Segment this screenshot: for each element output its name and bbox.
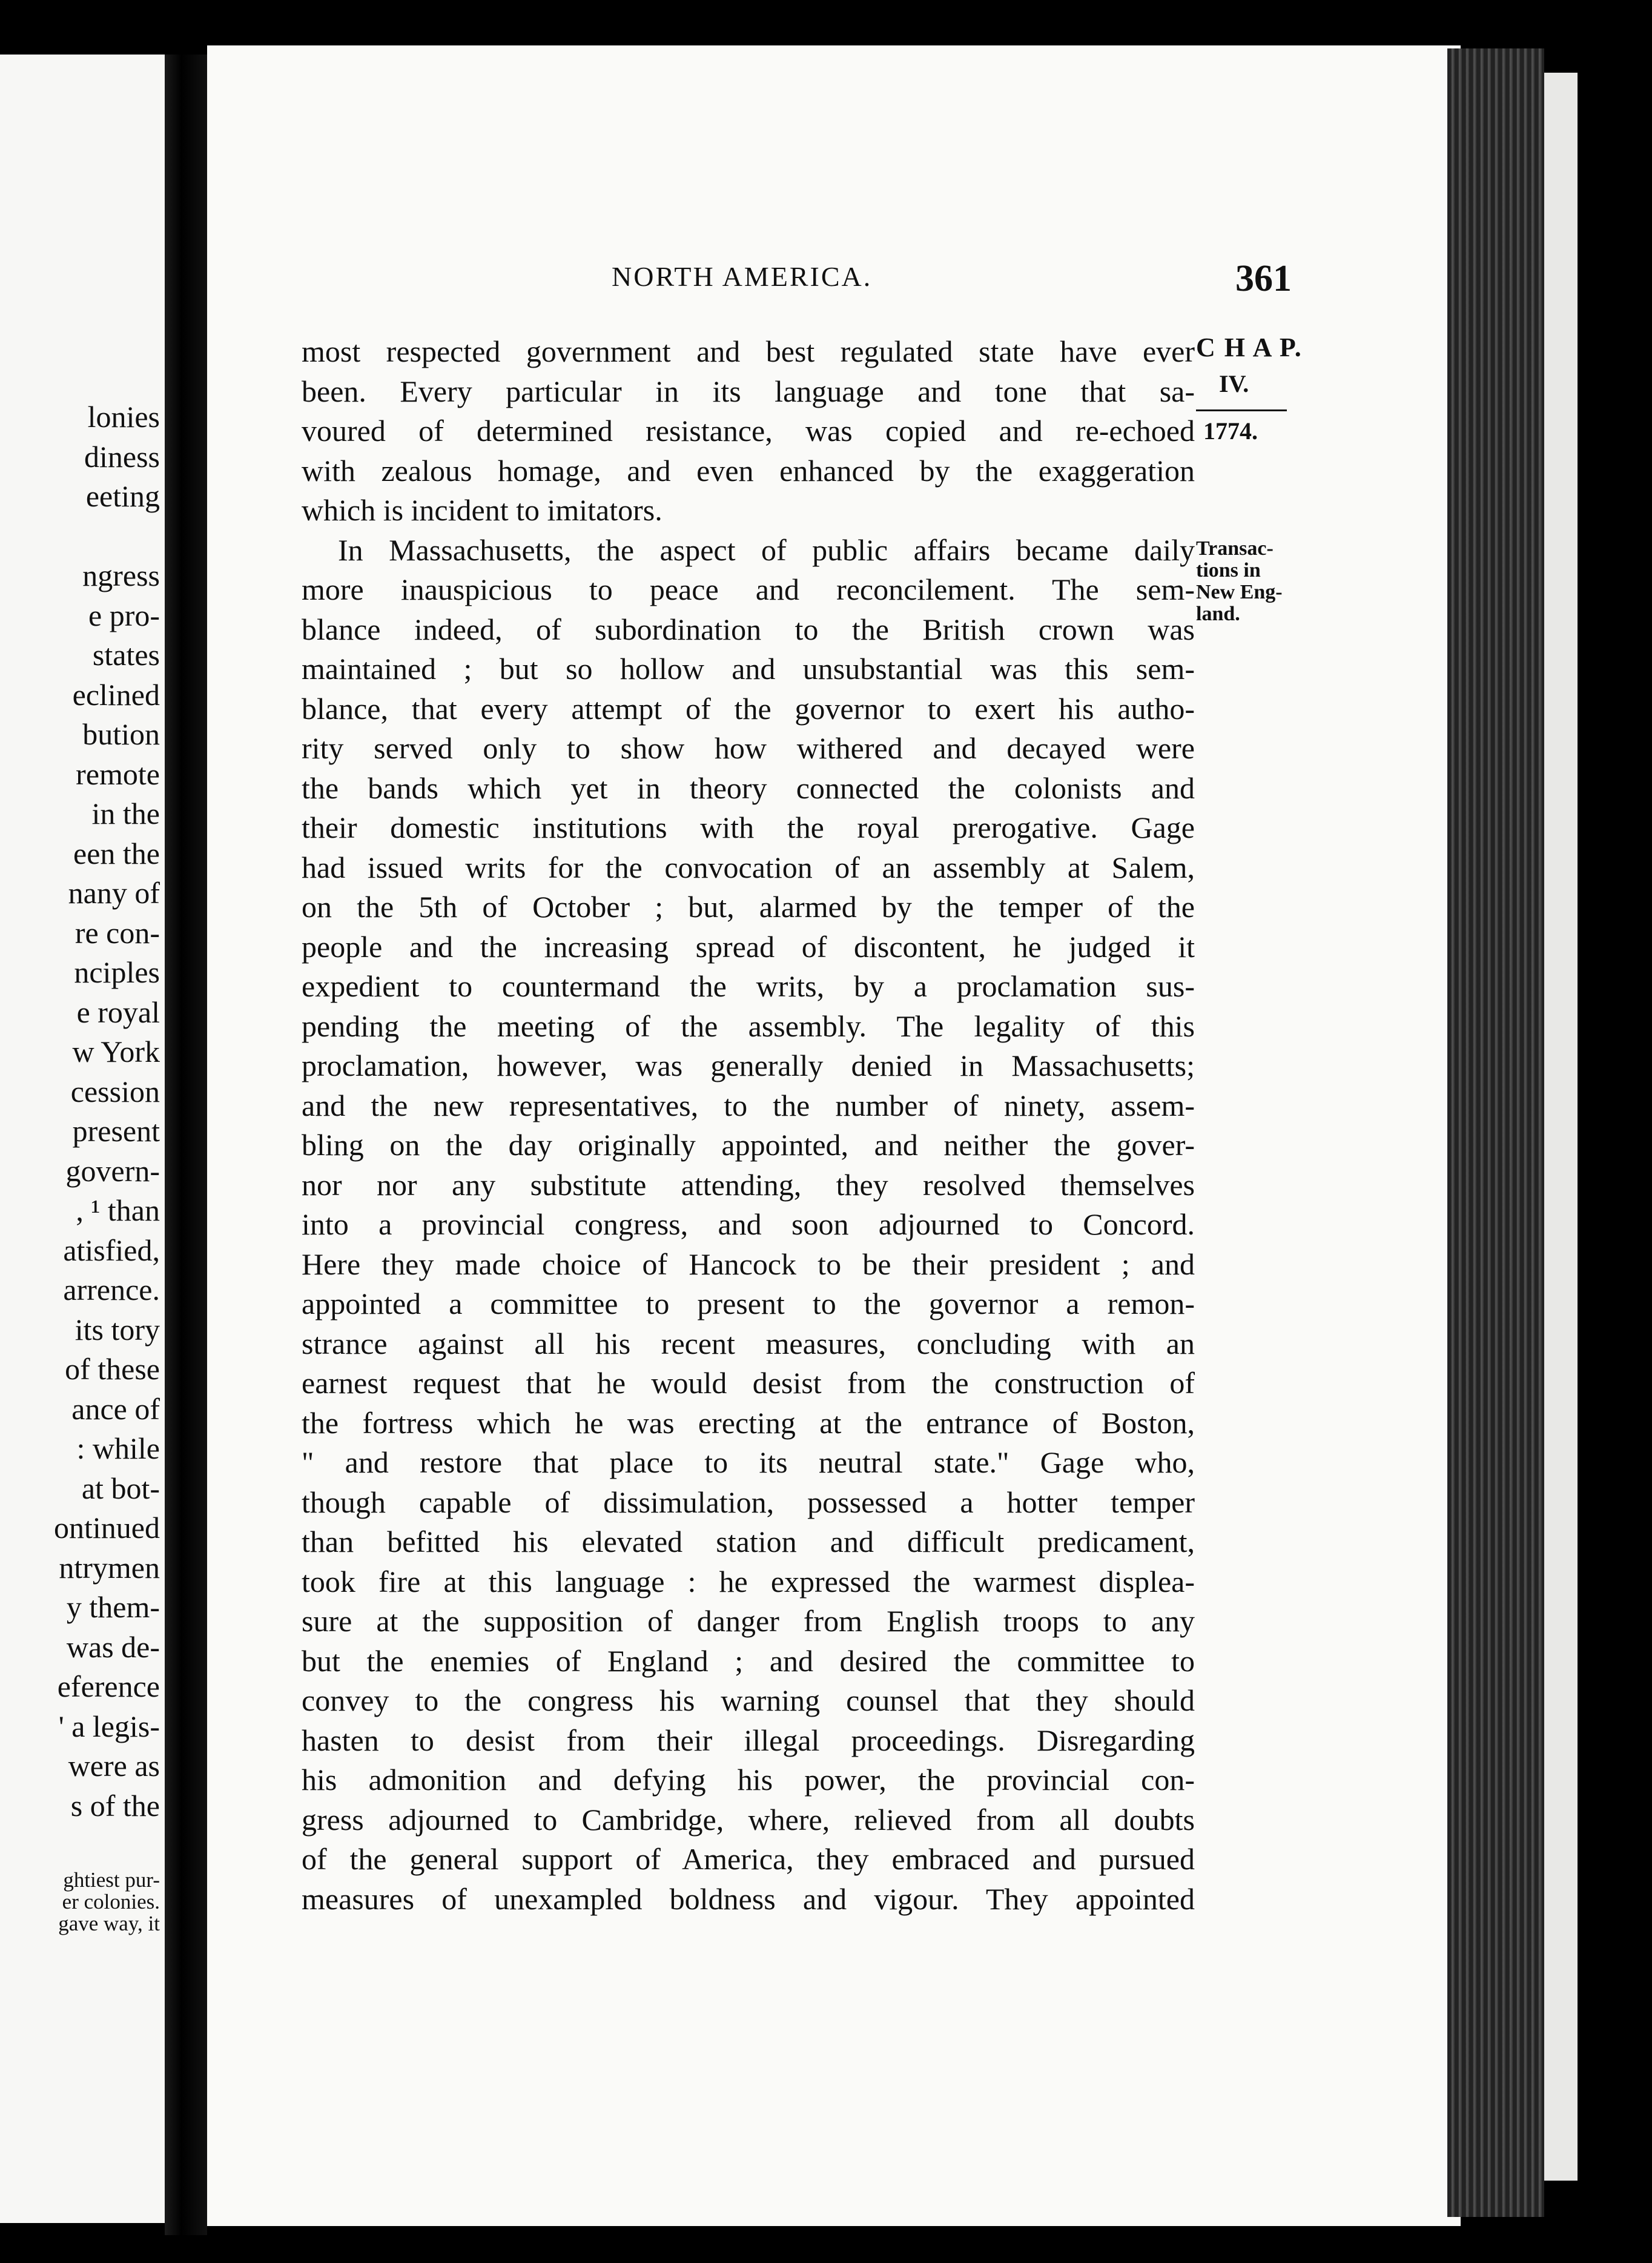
page-number: 361 [1235, 258, 1292, 299]
facing-line: bution [82, 717, 160, 751]
facing-page-fragment [0, 55, 165, 2223]
text-line: appointed a committee to present to the governor a remon- [302, 1287, 1195, 1320]
body-text [302, 332, 1195, 1919]
facing-line: : while [76, 1431, 160, 1465]
facing-line: s of the [70, 1788, 160, 1823]
facing-line: w York [72, 1035, 160, 1069]
text-line: nor nor any substitute attending, they resolved themselves [302, 1167, 1195, 1202]
facing-page-text [54, 397, 160, 1935]
chapter-label: C H A P. [1196, 333, 1303, 362]
facing-line: ngress [82, 558, 160, 592]
text-line: blance, that every attempt of the governor to exert his autho- [302, 691, 1195, 726]
text-line: into a provincial congress, and soon adjourned to Concord. [302, 1207, 1195, 1241]
text-line: had issued writs for the convocation of an assembly at Salem, [302, 850, 1195, 884]
facing-line: eeting [85, 479, 160, 513]
text-line: rity served only to show how withered and decayed were [302, 731, 1195, 765]
text-line: on the 5th of October ; but, alarmed by the temper of the [302, 890, 1195, 924]
side-note-line: land. [1196, 603, 1240, 625]
facing-line: nany of [68, 876, 160, 910]
facing-line: govern- [65, 1153, 160, 1188]
chapter-year: 1774. [1203, 417, 1258, 445]
facing-line: states [92, 638, 160, 672]
facing-line: at bot- [81, 1471, 160, 1505]
facing-line: in the [91, 797, 160, 830]
facing-line: re con- [74, 915, 160, 950]
text-line: blance indeed, of subordination to the British crown was [302, 612, 1195, 646]
facing-line: atisfied, [63, 1233, 160, 1267]
text-line: more inauspicious to peace and reconcilement. The sem- [302, 572, 1195, 606]
facing-line: nciples [74, 955, 160, 989]
facing-line: eference [57, 1669, 160, 1703]
text-line: expedient to countermand the writs, by a proclamation sus- [302, 969, 1195, 1003]
facing-line: its tory [74, 1312, 160, 1347]
facing-line: lonies [87, 400, 160, 434]
facing-line: e royal [76, 995, 160, 1029]
facing-line: een the [73, 836, 160, 870]
text-line: Here they made choice of Hancock to be their president ; and [302, 1247, 1195, 1281]
facing-line: remote [76, 757, 160, 791]
text-line: measures of unexampled boldness and vigour. They appointed [302, 1881, 1195, 1916]
text-line: proclamation, however, was generally denied in Massachusetts; [302, 1049, 1195, 1082]
side-note-line: Transac- [1196, 537, 1274, 560]
text-line: sure at the supposition of danger from English troops to any [302, 1604, 1195, 1638]
text-line: though capable of dissimulation, possessed a hotter temper [302, 1485, 1195, 1519]
side-note [1196, 538, 1283, 625]
side-note-line: New Eng- [1196, 581, 1283, 603]
facing-line: , ¹ than [76, 1193, 160, 1227]
text-line: hasten to desist from their illegal proceedings. Disregarding [302, 1723, 1195, 1757]
facing-line: ntrymen [59, 1550, 160, 1585]
facing-line: was de- [66, 1629, 160, 1664]
facing-line: cession [70, 1074, 160, 1108]
text-line: " and restore that place to its neutral state." Gage who, [302, 1445, 1195, 1479]
side-note-line: tions in [1196, 559, 1261, 581]
book-gutter [165, 55, 207, 2235]
running-head: NORTH AMERICA. [612, 261, 873, 292]
text-line: with zealous homage, and even enhanced by the exaggeration [302, 453, 1195, 488]
chapter-number: IV. [1219, 370, 1249, 397]
text-line: strance against all his recent measures, concluding with an [302, 1326, 1195, 1360]
text-line: bling on the day originally appointed, and neither the gover- [302, 1128, 1195, 1162]
page-edges [1447, 48, 1544, 2217]
facing-line: e pro- [88, 598, 160, 632]
text-line: In Massachusetts, the aspect of public affairs became daily [338, 532, 1195, 567]
facing-line: were as [68, 1749, 160, 1783]
facing-line: present [72, 1114, 160, 1148]
facing-line [54, 517, 160, 557]
text-line: been. Every particular in its language and tone that sa- [302, 374, 1195, 408]
text-line: which is incident to imitators. [302, 493, 662, 527]
text-line: pending the meeting of the assembly. The legality of this [302, 1009, 1195, 1043]
facing-line: ontinued [54, 1511, 160, 1545]
text-line: the fortress which he was erecting at the entrance of Boston, [302, 1405, 1195, 1440]
text-line: earnest request that he would desist from the construction of [302, 1366, 1195, 1400]
text-line: his admonition and defying his power, the provincial con- [302, 1763, 1195, 1797]
text-line: people and the increasing spread of discontent, he judged it [302, 929, 1195, 964]
text-line: and the new representatives, to the number of ninety, assem- [302, 1088, 1195, 1122]
page-edge-light [1544, 73, 1578, 2181]
facing-line: ance of [71, 1391, 160, 1426]
text-line: maintained ; but so hollow and unsubstantial was this sem- [302, 652, 1195, 686]
facing-line: diness [84, 439, 160, 474]
facing-line: arrence. [63, 1273, 160, 1307]
facing-line: y them- [66, 1590, 160, 1624]
text-line: than befitted his elevated station and difficult predicament, [302, 1525, 1195, 1559]
text-line: took fire at this language : he expressed the warmest displea- [302, 1564, 1195, 1599]
chapter-rule [1196, 409, 1287, 411]
text-line: of the general support of America, they embraced and pursued [302, 1842, 1195, 1876]
text-line: convey to the congress his warning counsel that they should [302, 1683, 1195, 1717]
text-line: most respected government and best regulated state have ever [302, 334, 1195, 368]
text-line: but the enemies of England ; and desired the committee to [302, 1643, 1195, 1678]
facing-footnote-line: er colonies. [62, 1890, 160, 1913]
text-line: the bands which yet in theory connected the colonists and [302, 770, 1195, 805]
text-line: voured of determined resistance, was copied and re-echoed [302, 414, 1195, 448]
facing-line: of these [65, 1352, 160, 1386]
facing-line: ' a legis- [58, 1709, 160, 1743]
facing-line: eclined [72, 677, 160, 712]
text-line: gress adjourned to Cambridge, where, relieved from all doubts [302, 1802, 1195, 1837]
text-line: their domestic institutions with the royal prerogative. Gage [302, 810, 1195, 844]
facing-footnote-line: ghtiest pur- [63, 1868, 160, 1892]
facing-footnote-line: gave way, it [58, 1912, 160, 1935]
